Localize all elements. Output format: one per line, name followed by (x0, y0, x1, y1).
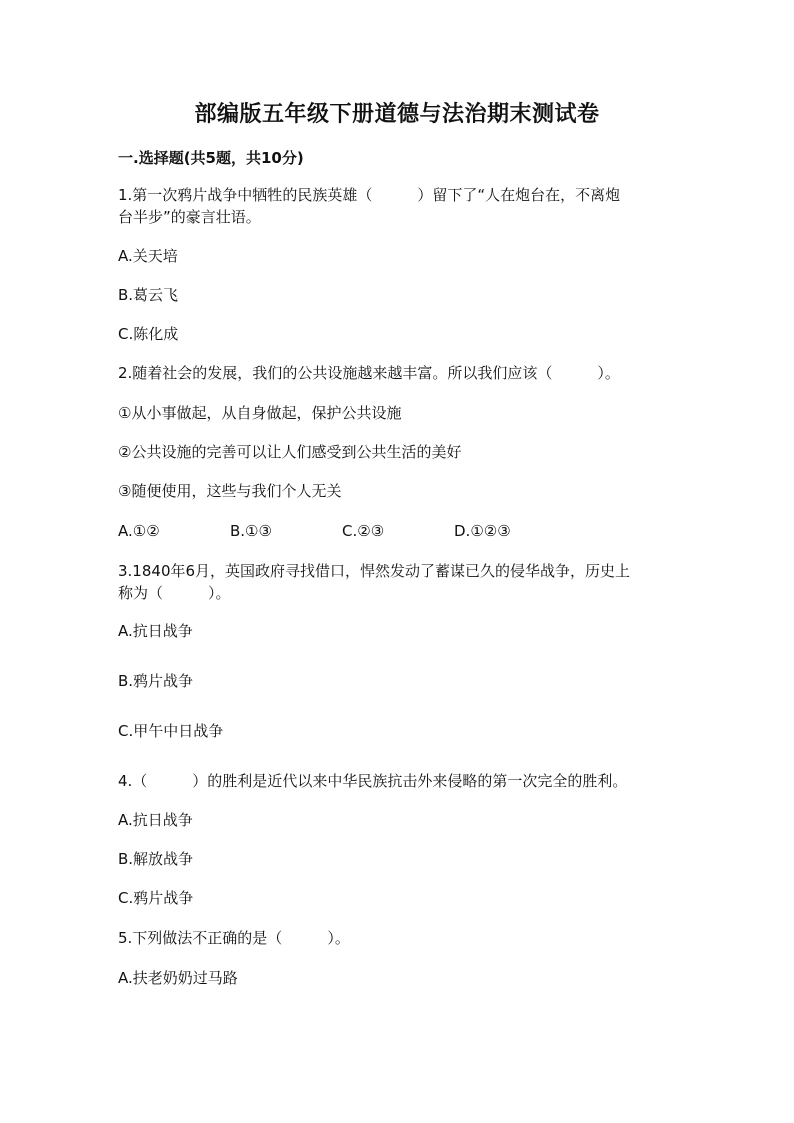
question-2-statement-3: ③随便使用，这些与我们个人无关 (118, 482, 342, 500)
question-5-stem: 5.下列做法不正确的是（ ）。 (118, 929, 350, 947)
question-2-stem: 2.随着社会的发展，我们的公共设施越来越丰富。所以我们应该（ ）。 (118, 364, 620, 382)
question-4-stem: 4.（ ）的胜利是近代以来中华民族抗击外来侵略的第一次完全的胜利。 (118, 772, 628, 790)
question-2-statement-2: ②公共设施的完善可以让人们感受到公共生活的美好 (118, 443, 462, 461)
question-1-option-a: A.关天培 (118, 247, 178, 265)
question-2-option-d: D.①②③ (454, 522, 511, 540)
question-3-option-c: C.甲午中日战争 (118, 722, 224, 740)
section-heading: 一.选择题(共5题，共10分) (118, 149, 304, 167)
question-3-option-a: A.抗日战争 (118, 622, 193, 640)
question-1-stem-line-1: 1.第一次鸦片战争中牺牲的民族英雄（ ）留下了“人在炮台在，不离炮 (118, 186, 621, 204)
question-3-option-b: B.鸦片战争 (118, 672, 194, 690)
page-title: 部编版五年级下册道德与法治期末测试卷 (194, 101, 600, 127)
question-2-statement-1: ①从小事做起，从自身做起，保护公共设施 (118, 404, 402, 422)
question-3-stem-line-2: 称为（ ）。 (118, 584, 231, 602)
question-2-option-c: C.②③ (342, 522, 385, 540)
question-3-stem-line-1: 3.1840年6月，英国政府寻找借口，悍然发动了蓄谋已久的侵华战争，历史上 (118, 562, 631, 580)
question-1-stem-line-2: 台半步”的豪言壮语。 (118, 208, 261, 226)
question-5-option-a: A.扶老奶奶过马路 (118, 969, 238, 987)
question-1-option-c: C.陈化成 (118, 325, 179, 343)
question-4-option-c: C.鸦片战争 (118, 889, 194, 907)
question-4-option-a: A.抗日战争 (118, 811, 193, 829)
question-2-option-a: A.①② (118, 522, 160, 540)
question-1-option-b: B.葛云飞 (118, 286, 179, 304)
question-4-option-b: B.解放战争 (118, 850, 194, 868)
question-2-option-b: B.①③ (230, 522, 272, 540)
